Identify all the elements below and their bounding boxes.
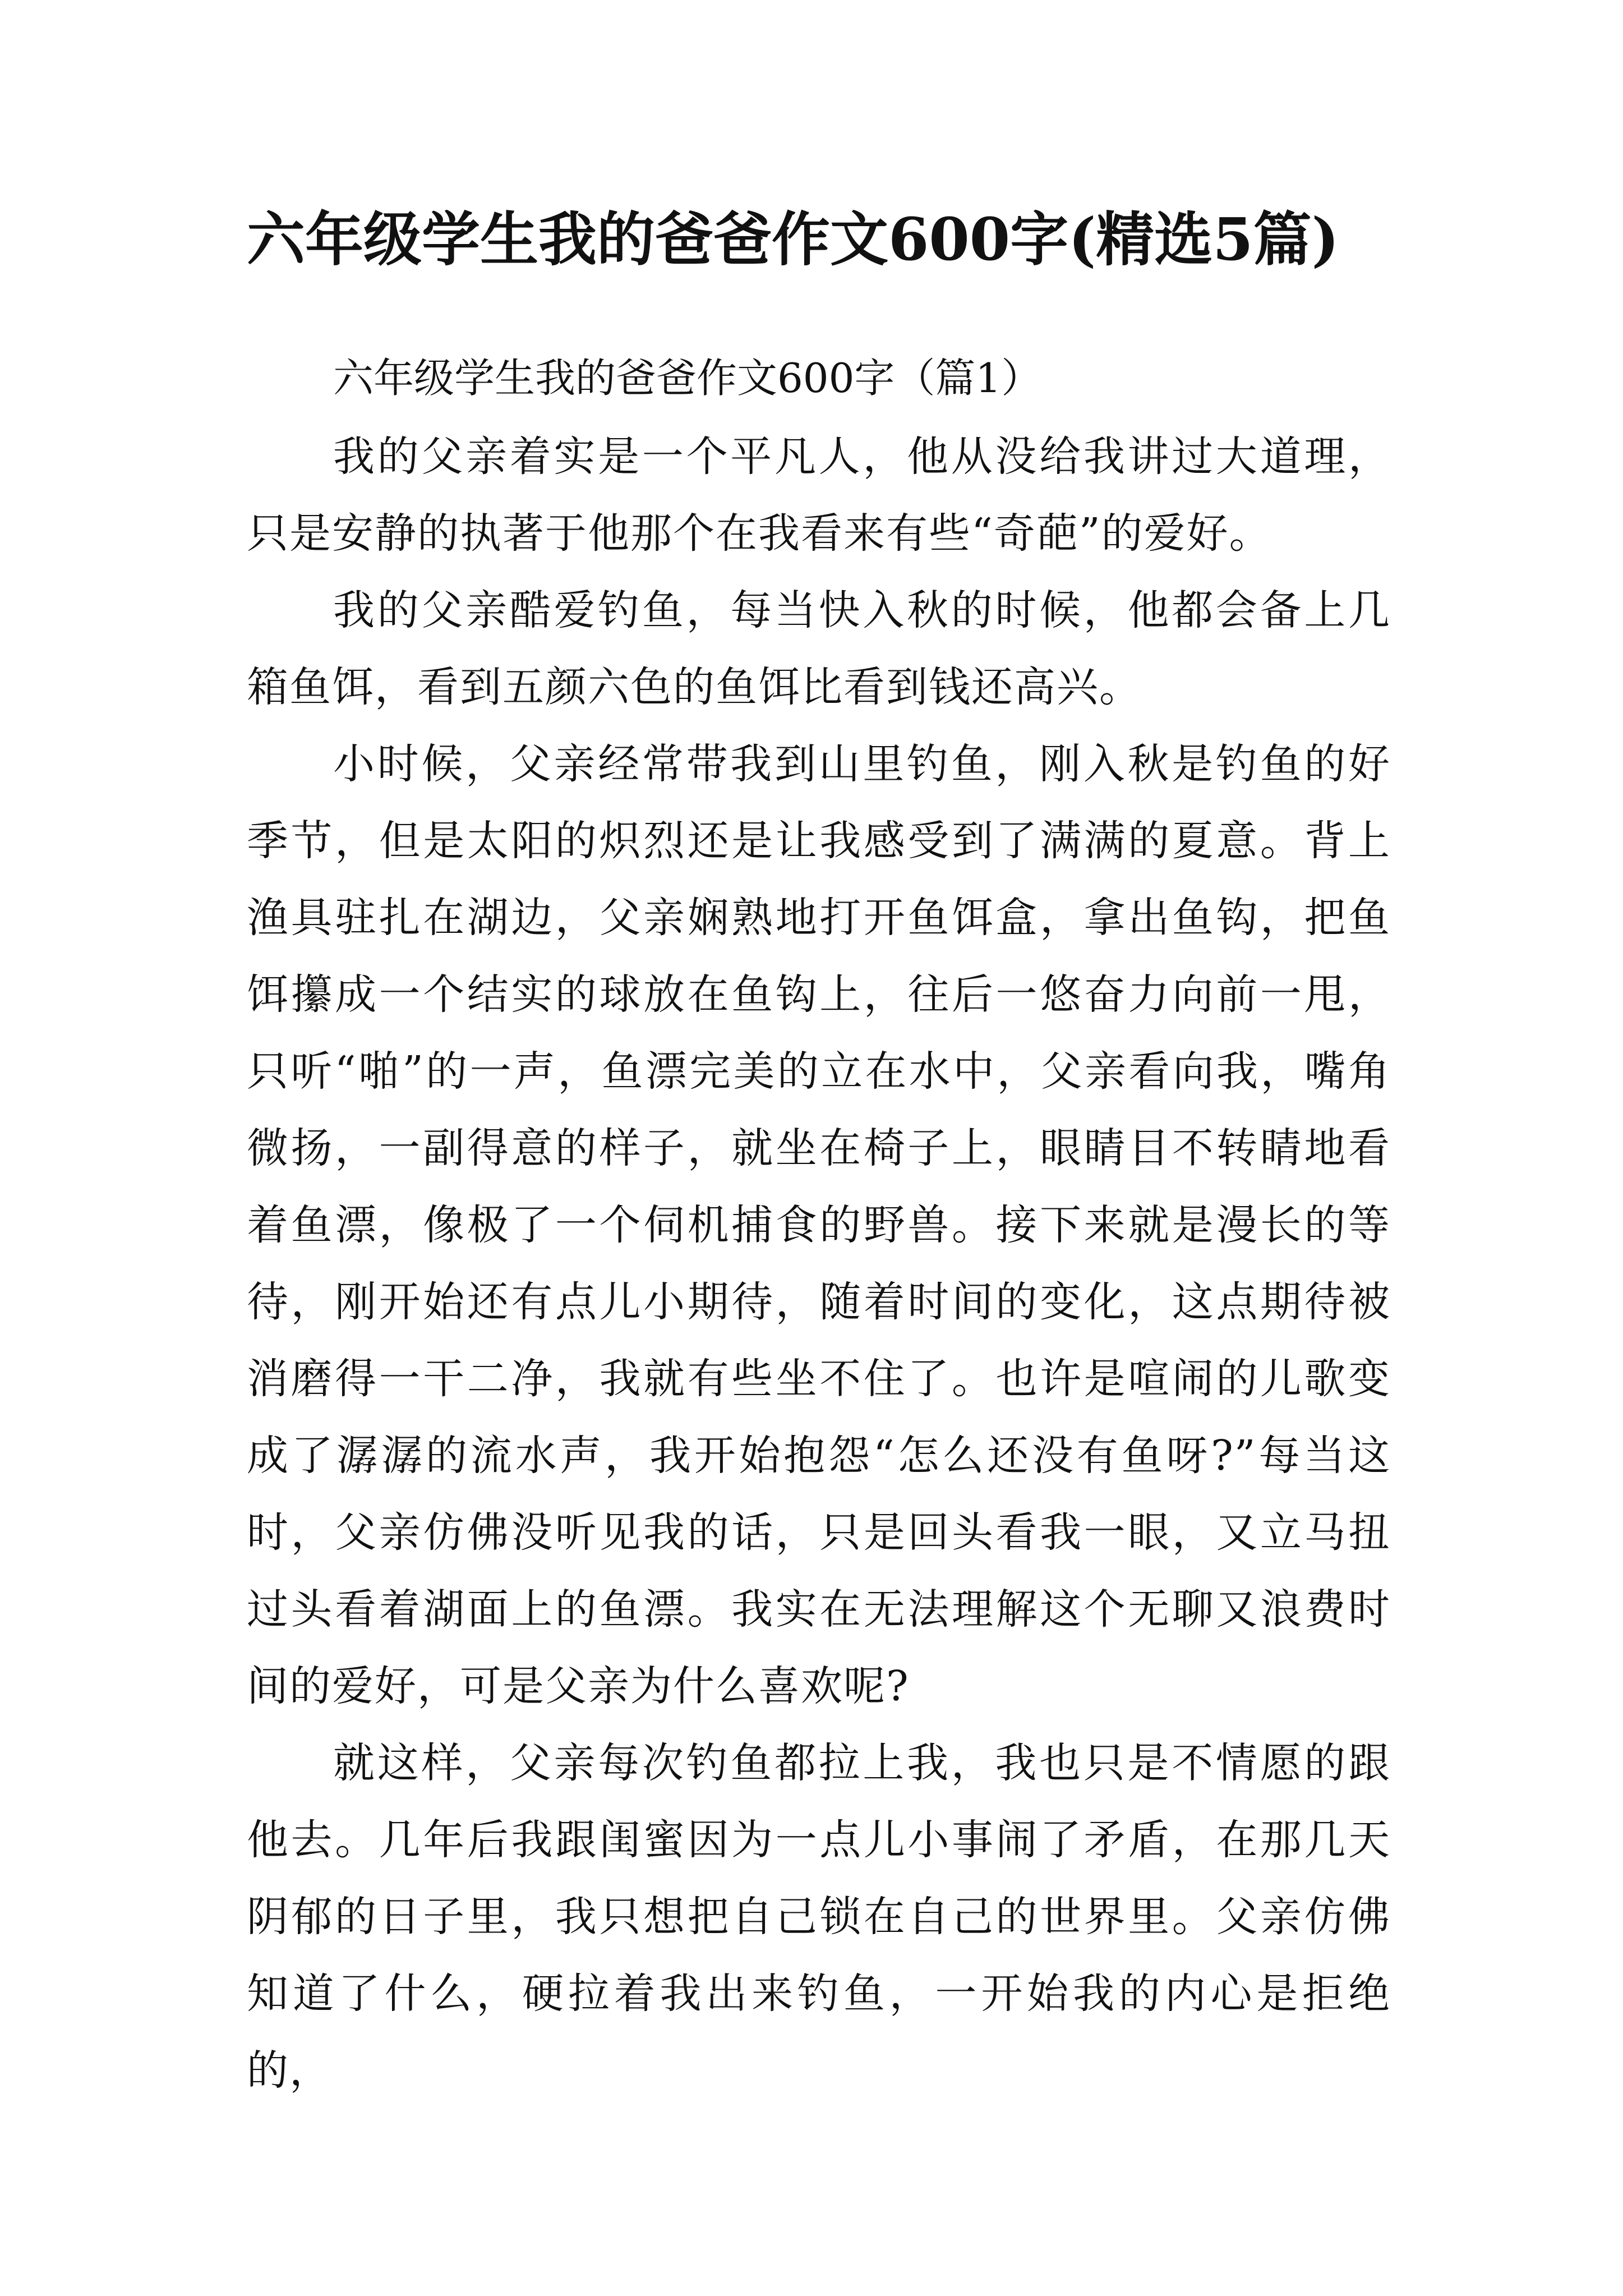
article-body — [247, 343, 1391, 2109]
section-subtitle: 六年级学生我的爸爸作文600字（篇1） — [333, 355, 1042, 402]
paragraph-3: 小时候，父亲经常带我到山里钓鱼，刚入秋是钓鱼的好季节，但是太阳的炽烈还是让我感受到了满满的夏意。背上渔具驻扎在湖边，父亲娴熟地打开鱼饵盒，拿出鱼钩，把鱼饵攥成一个结实的球放在鱼钩上，往后一悠奋力向前一甩，只听“啪”的一声，鱼漂完美的立在水中，父亲看向我，嘴角微扬，一副得意的样子，就坐在椅子上，眼睛目不转睛地看着鱼漂，像极了一个伺机捕食的野兽。接下来就是漫长的等待，刚开始还有点儿小期待，随着时间的变化，这点期待被消磨得一干二净，我就有些坐不住了。也许是喧闹的儿歌变成了潺潺的流水声，我开始抱怨“怎么还没有鱼呀?”每当这时，父亲仿佛没听见我的话，只是回头看我一眼，又立马扭过头看着湖面上的鱼漂。我实在无法理解这个无聊又浪费时间的爱好，可是父亲为什么喜欢呢? — [247, 740, 1391, 1710]
document-title: 六年级学生我的爸爸作文600字(精选5篇) — [247, 205, 1339, 274]
paragraph-4: 就这样，父亲每次钓鱼都拉上我，我也只是不情愿的跟他去。几年后我跟闺蜜因为一点儿小事闹了矛盾，在那几天阴郁的日子里，我只想把自己锁在自己的世界里。父亲仿佛知道了什么，硬拉着我出来钓鱼，一开始我的内心是拒绝的， — [247, 1739, 1391, 2095]
paragraph-1: 我的父亲着实是一个平凡人，他从没给我讲过大道理，只是安静的执著于他那个在我看来有些“奇葩”的爱好。 — [247, 432, 1391, 558]
paragraph-2: 我的父亲酷爱钓鱼，每当快入秋的时候，他都会备上几箱鱼饵，看到五颜六色的鱼饵比看到钱还高兴。 — [247, 586, 1391, 711]
